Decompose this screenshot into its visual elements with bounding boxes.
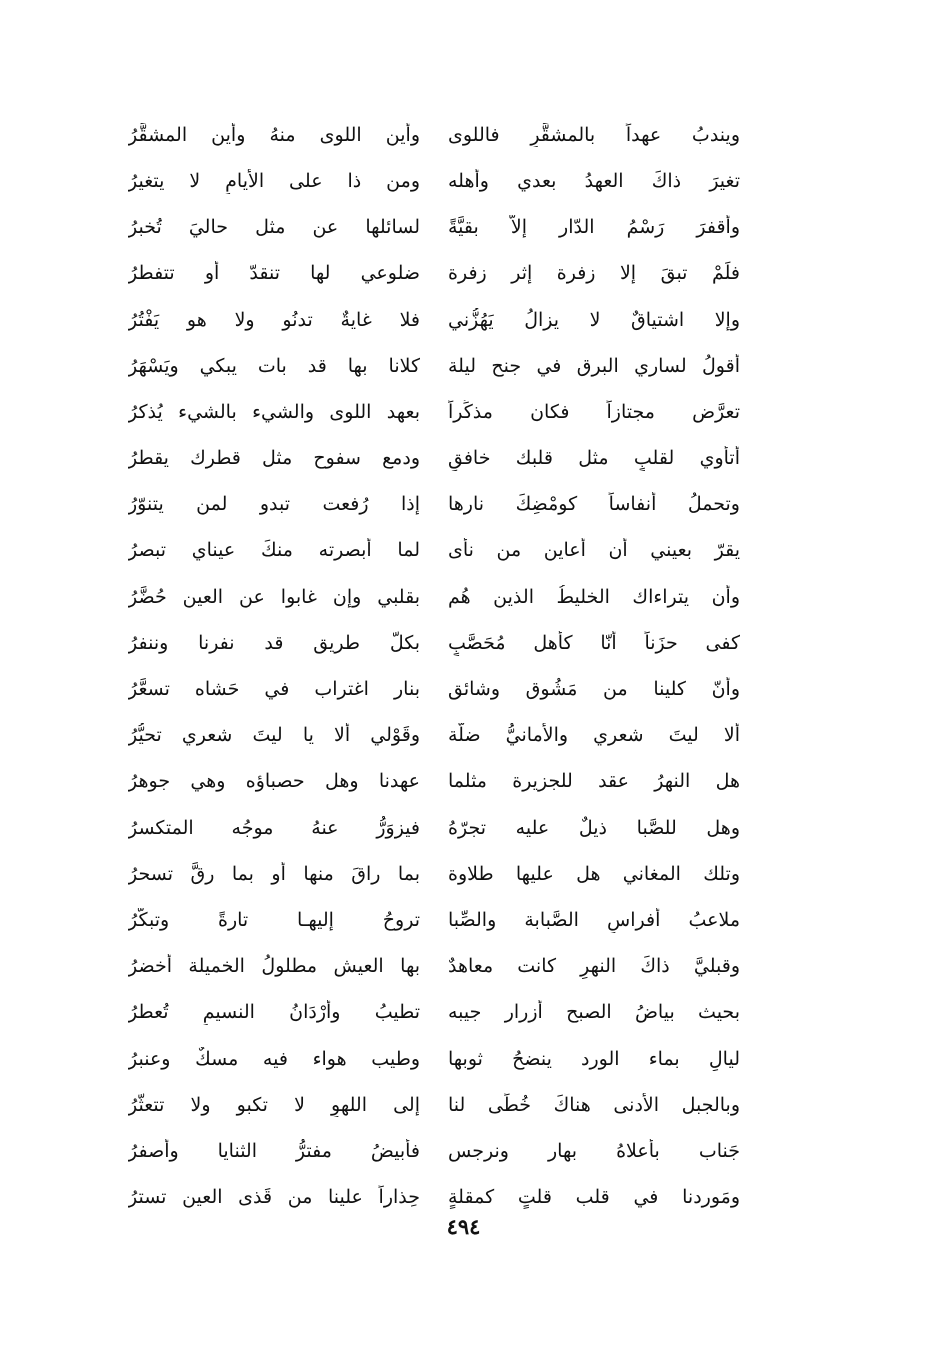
first-hemistich: وأقفرَ رَسْمُ الدّار إلاّ بقيَّةً [448,216,740,239]
first-hemistich: تعرَّض مجتازاً فكان مذكِّراً [448,400,740,423]
verse-line [128,158,740,204]
second-hemistich: فيزوَرُّ عنهُ موجُه المتكسرُ [128,816,420,839]
poem [128,112,740,1221]
first-hemistich: وقبليَّ ذاكَ النهرِ كانت معاهدٌ [448,955,740,978]
second-hemistich: ضلوعي لها تنقدّ أو تتفطرُ [128,262,420,285]
first-hemistich: وتحملُ أنفاساً كومْضِكَ نارها [448,493,740,516]
verse-line [128,1128,740,1174]
second-hemistich: حِذاراً علينا من قَذى العين تسترُ [128,1186,420,1209]
second-hemistich: كلانا بها قد بات يبكي ويَسْهَرُ [128,354,420,377]
verse-line [128,666,740,712]
first-hemistich: أتأوي لقلبٍ مثل قلبك خافقٍ [448,447,740,470]
verse-line [128,1036,740,1082]
second-hemistich: تطيبُ وأرْدَانُ النسيمِ تُعطرُ [128,1001,420,1024]
verse-line [128,112,740,158]
first-hemistich: هل النهرُ عقد للجزيرة مثلما [448,770,740,793]
first-hemistich: يقرّ بعيني أن أُعاين من نأى [448,539,740,562]
second-hemistich: بعهد اللوى والشيء بالشيء يُذكرُ [128,400,420,423]
second-hemistich: بنار اغتراب في حَشاه تسعَّرُ [128,678,420,700]
first-hemistich: تغيرَ ذاكَ العهدُ بعدي وأهله [448,169,740,192]
first-hemistich: ومَوردنا في قلب قلتٍ كمقلةٍ [448,1186,740,1209]
second-hemistich: تروحُ إليهـا تارةً وتبكّرُ [128,908,420,931]
second-hemistich: إذا رُفعت تبدو لمن يتنوّرُ [128,493,420,516]
verse-line [128,943,740,989]
first-hemistich: فلَمْ تبقَ إلا زفرة إثر زفرة [448,262,740,285]
verse-line [128,897,740,943]
second-hemistich: لسائلها عن مثل حاليَ تُخبرُ [128,216,420,239]
first-hemistich: وأنّ كلينا من مَشُوق وشائق [448,678,740,700]
verse-line [128,712,740,758]
second-hemistich: بما راقَ منها أو بما رقَّ تسحرُ [128,862,420,885]
first-hemistich: وبالجبل الأدنى هناكَ خُطًى لنا [448,1093,740,1116]
first-hemistich: ألا ليتَ شعري والأمانيُّ ضلّة [448,724,740,747]
second-hemistich: بقلبي وإن غابوا عن العينِ حُضَّرُ [128,585,420,608]
verse-line [128,297,740,343]
first-hemistich: بحيث بياضُ الصبح أزرار جيبه [448,1001,740,1024]
first-hemistich: وأن يتراءاك الخليطُ الذين هُم [448,585,740,608]
verse-line [128,528,740,574]
verse-line [128,343,740,389]
first-hemistich: وتلك المغاني هل عليها طلاوة [448,862,740,885]
verse-line [128,482,740,528]
first-hemistich: أقولُ لساري البرق في جنح ليلة [448,354,740,377]
second-hemistich: وأين اللوى منهُ وأين المشقَّرُ [128,123,420,146]
verse-line [128,204,740,250]
verse-line [128,389,740,435]
first-hemistich: وإلا اشتياقٌ لا يزالُ يَهُزُّني [448,308,740,331]
second-hemistich: وقَوْلي ألا يا ليتَ شعري تحيُّرُ [128,724,420,747]
second-hemistich: فلا غايةٌ تدنُو ولا هو يَفْتُرُ [128,308,420,331]
verse-line [128,574,740,620]
second-hemistich: بكلّ طريق قد نفرنا وننفرُ [128,631,420,654]
verse-line [128,990,740,1036]
first-hemistich: جَناب بأعلاهُ بهار ونرجس [448,1139,740,1162]
verse-line [128,620,740,666]
first-hemistich: وهل للصَّبا ذيلٌ عليه تجرّهُ [448,816,740,839]
second-hemistich: فأبيضُ مفترُّ الثنايا وأصفرُ [128,1139,420,1162]
first-hemistich: ملاعبُ أفراسِ الصَّبابة والصِّبا [448,908,740,931]
second-hemistich: إلى اللهوِ لا تكبو ولا تتعثّرُ [128,1093,420,1116]
second-hemistich: عهدنا وهل حصباؤه وهي جوهرُ [128,770,420,793]
first-hemistich: ليالٍ بماء الورد ينضحُ ثوبها [448,1047,740,1070]
second-hemistich: بها العيش مطلولُ الخميلة أخضرُ [128,955,420,978]
second-hemistich: لما أبصرته منكَ عيناي تبصرُ [128,539,420,562]
first-hemistich: ويندبُ عهداً بالمشقَّرِ فاللوى [448,123,740,146]
verse-line [128,251,740,297]
verse-line [128,805,740,851]
verse-line [128,435,740,481]
verse-line [128,1082,740,1128]
verse-line [128,759,740,805]
second-hemistich: ومن ذا على الأيامِ لا يتغيرُ [128,169,420,192]
second-hemistich: ودمع سفوح مثل قطرك يقطرُ [128,447,420,470]
first-hemistich: كفى حزَناً أنّا كأهل مُحَصَّبٍ [448,631,740,654]
second-hemistich: وطيب هواء فيه مسكٌ وعنبرُ [128,1047,420,1070]
verse-line [128,851,740,897]
page-number: ٤٩٤ [446,1214,481,1239]
